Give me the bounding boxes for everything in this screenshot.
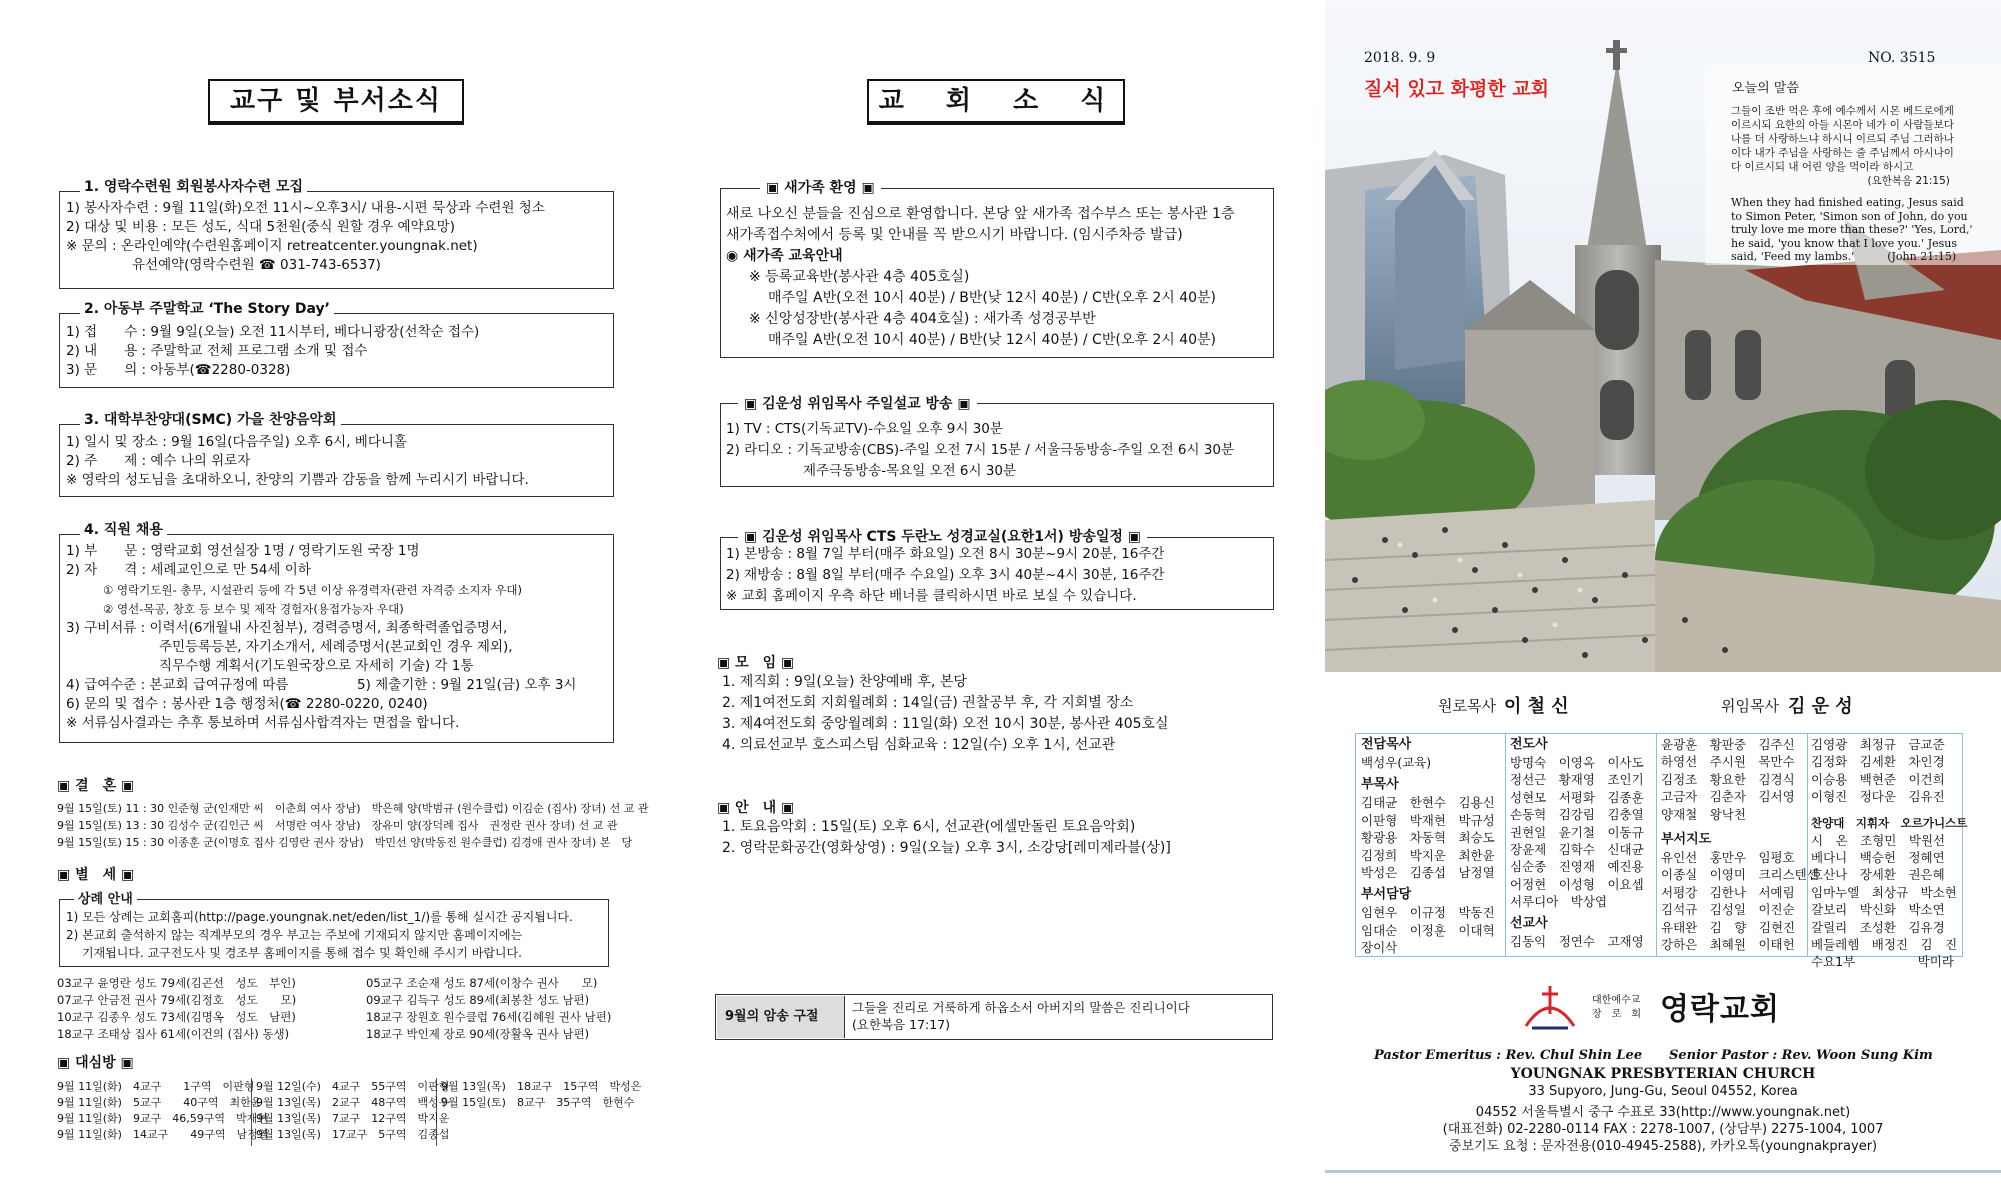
funeral-line: 1) 모든 상례는 교회홈피(http://page.youngnak.net/eden/list_1/)를 통해 실시간 공지됩니다.	[66, 910, 573, 924]
hiring-line: 4) 급여수준 : 본교회 급여규정에 따름	[66, 677, 289, 693]
staff-heading: 전도사	[1510, 737, 1548, 752]
staff-choir	[1811, 736, 1967, 971]
today-word-en-line: When they had finished eating, Jesus said	[1731, 196, 1964, 209]
today-word-en-line: said, 'Feed my lambs.' (John 21:15)	[1731, 250, 1957, 263]
staff-line: 윤광훈 황판중 김주신	[1661, 737, 1795, 752]
staff-line: 방명숙 이영옥 이사도	[1510, 755, 1644, 770]
sermon-broadcast-line: 제주극동방송-목요일 오전 6시 30분	[803, 463, 1017, 479]
visit-entry: 9월 11일(화) 9교구 46,59구역 박재현	[57, 1112, 268, 1125]
logo-denomination-2: 장 로 회	[1592, 1009, 1641, 1020]
today-word-line: 이르시되 요한의 아들 시몬아 네가 이 사람들보다	[1731, 119, 1954, 131]
visit-entry: 9월 13일(목) 7교구 12구역 박지운	[256, 1112, 450, 1125]
sermon-broadcast-heading: ▣ 김운성 위임목사 주일설교 방송 ▣	[738, 393, 977, 413]
funeral-line: 2) 본교회 출석하지 않는 직계부모의 경우 부고는 주보에 기재되지 않지만 홈페이지에는	[66, 928, 523, 942]
hiring-line: 2) 자 격 : 세례교인으로 만 54세 이하	[66, 562, 311, 578]
death-entry: 07교구 안금전 권사 79세(김정호 성도 모)	[57, 993, 297, 1007]
visit-entry: 9월 13일(목) 18교구 15구역 박성은	[441, 1080, 642, 1093]
hiring-line: ② 영선-목공, 창호 등 보수 및 제작 경험자(용접가능자 우대)	[103, 602, 404, 616]
eng-emeritus: Pastor Emeritus : Rev. Chul Shin Lee	[1374, 1048, 1643, 1063]
wedding-heading: ▣ 결 혼 ▣	[57, 778, 135, 794]
staff-heading: 선교사	[1510, 915, 1548, 931]
wedding-line: 9월 15일(토) 13 : 30 김성수 군(김인근 씨 서명란 여사 장남) 장유미 양(장덕례 집사 권정란 권사 장녀) 선 교 관	[57, 819, 618, 832]
eng-senior: Senior Pastor : Rev. Woon Sung Kim	[1669, 1048, 1933, 1063]
hiring-line: 직무수행 계획서(기도원국장으로 자세히 기술) 각 1통	[159, 658, 474, 674]
staff-line: 권현일 윤기철 이동규	[1510, 824, 1644, 840]
storyday-line: 1) 접 수 : 9월 9일(오늘) 오전 11시부터, 베다니광장(선착순 접수)	[66, 324, 480, 340]
newfamily-line: 매주일 A반(오전 10시 40분) / B반(낮 12시 40분) / C반(오후 2시 40분)	[768, 332, 1217, 348]
prayer-request: 중보기도 요청 : 문자전용(010-4945-2588), 카카오톡(youngnakprayer)	[1448, 1139, 1878, 1154]
wedding-line: 9월 15일(토) 15 : 30 이종훈 군(이명호 집사 김영란 권사 장남) 박민선 양(박동진 원수클럽) 김경애 권사 장녀) 본 당	[57, 836, 633, 849]
visit-entry: 9월 13일(목) 2교구 48구역 백성우	[256, 1096, 450, 1109]
staff-heading: 찬양대 지휘자 오르가니스트	[1811, 815, 1968, 830]
staff-line: 장이삭	[1361, 940, 1398, 956]
staff-line: 백성우(교육)	[1361, 755, 1432, 770]
staff-line: 이형진 정다운 김유진	[1811, 789, 1945, 805]
funeral-heading: 상례 안내	[74, 888, 137, 907]
today-word-en-line: to Simon Peter, 'Simon son of John, do you	[1731, 209, 1968, 223]
death-entry: 09교구 김득구 성도 89세(최봉찬 성도 남편)	[366, 993, 590, 1007]
staff-line: 베들레헴 배정진 김 진	[1811, 937, 1958, 953]
today-word-en-ref: (John 21:15)	[1887, 250, 1957, 263]
staff-line: 김정희 박지운 최한윤	[1361, 847, 1495, 863]
staff-heading: 전담목사	[1361, 737, 1412, 752]
hiring-line: 3) 구비서류 : 이력서(6개월내 사진첨부), 경력증명서, 최종학력졸업증명서,	[66, 620, 508, 636]
staff-line: 이종실 이영미 크리스텐센	[1661, 867, 1819, 883]
staff-line: 이판형 박재현 박규성	[1361, 812, 1495, 828]
meeting-line: 1. 제직회 : 9일(오늘) 찬양예배 후, 본당	[722, 674, 967, 690]
staff-line: 양재철 왕낙천	[1661, 806, 1746, 822]
staff-line: 성현모 서평화 김종훈	[1510, 789, 1644, 805]
newfamily-heading: ▣ 새가족 환영 ▣	[760, 177, 881, 197]
staff-line: 베다니 백승헌 정혜연	[1811, 850, 1945, 866]
visit-heading: ▣ 대심방 ▣	[57, 1055, 134, 1071]
recruit-line: ※ 문의 : 온라인예약(수련원홈페이지 retreatcenter.youngnak.net)	[66, 238, 478, 254]
address-english: 33 Supyoro, Jung-Gu, Seoul 04552, Korea	[1528, 1084, 1798, 1099]
notice-heading: ▣ 안 내 ▣	[717, 800, 795, 816]
memory-verse-reference: (요한복음 17:17)	[852, 1017, 951, 1032]
staff-line: 임대순 이정훈 이대혁	[1361, 922, 1495, 938]
recruit-line: 2) 대상 및 비용 : 모든 성도, 식대 5천원(중식 원할 경우 예약요망)	[66, 219, 455, 235]
staff-line: 김석규 김성일 이진순	[1661, 902, 1795, 918]
emeritus-label: 원로목사	[1438, 697, 1496, 715]
staff-line: 유태완 김 향 김현진	[1661, 919, 1796, 935]
newfamily-line: ※ 신앙성장반(봉사관 4층 404호실) : 새가족 성경공부반	[749, 311, 1096, 327]
staff-line: 심순종 진영재 예진용	[1510, 859, 1644, 875]
staff-line: 유인선 홍만우 임평호	[1661, 850, 1795, 866]
today-word-line: 이다 내가 주님을 사랑하는 줄 주님께서 아시나이	[1731, 147, 1954, 159]
middle-section-title: 교 회 소 식	[867, 79, 1125, 125]
newfamily-line: 새로 나오신 분들을 진심으로 환영합니다. 본당 앞 새가족 접수부스 또는 봉사관 1층	[726, 206, 1235, 222]
today-word-ref: (요한복음 21:15)	[1867, 175, 1950, 187]
notice-line: 2. 영락문화공간(영화상영) : 9일(오늘) 오후 3시, 소강당[레미제라블(상)]	[722, 840, 1171, 856]
hiring-line: 6) 문의 및 접수 : 봉사관 1층 행정처(☎ 2280-0220, 0240)	[66, 696, 428, 712]
today-word-line: 다 이르시되 내 어린 양을 먹이라 하시고	[1731, 161, 1914, 173]
cts-line: 1) 본방송 : 8월 7일 부터(매주 화요일) 오전 8시 30분~9시 20분, 16주간	[726, 546, 1165, 562]
staff-line: 손동혁 김강림 김충열	[1510, 807, 1644, 823]
staff-line: 호산나 장세환 권은혜	[1811, 867, 1945, 883]
visit-entry: 9월 15일(토) 8교구 35구역 한현수	[441, 1096, 635, 1109]
hiring-line: 5) 제출기한 : 9월 21일(금) 오후 3시	[357, 677, 577, 693]
storyday-heading: 2. 아동부 주말학교 ‘The Story Day’	[80, 298, 334, 318]
staff-line: 장윤제 김학수 신대균	[1510, 842, 1644, 858]
cts-line: 2) 재방송 : 8월 8일 부터(매주 수요일) 오후 3시 40분~4시 30분, 16주간	[726, 567, 1165, 583]
today-word-english	[1731, 196, 1973, 264]
church-slogan: 질서 있고 화평한 교회	[1364, 78, 1550, 100]
left-section-title: 교구 및 부서소식	[208, 79, 464, 125]
logo-church-name: 영락교회	[1660, 992, 1780, 1027]
meeting-line: 4. 의료선교부 호스피스팀 심화교육 : 12일(수) 오후 1시, 선교관	[722, 737, 1116, 753]
today-word-line: 그들이 조반 먹은 후에 예수께서 시몬 베드로에게	[1731, 105, 1954, 117]
staff-line: 김정조 황요한 김경식	[1661, 771, 1795, 787]
hiring-line: 1) 부 문 : 영락교회 영선실장 1명 / 영락기도원 국장 1명	[66, 543, 420, 559]
staff-line: 김동익 정연수 고재영	[1510, 933, 1644, 949]
church-logo-icon	[1522, 982, 1578, 1032]
staff-heading: 부서담당	[1361, 887, 1412, 903]
staff-line: 고금자 김춘자 김서영	[1661, 789, 1795, 805]
death-entry: 18교구 박인제 장로 90세(장활옥 권사 남편)	[366, 1027, 590, 1041]
newfamily-line: 매주일 A반(오전 10시 40분) / B반(낮 12시 40분) / C반(오후 2시 40분)	[768, 290, 1217, 306]
senior-pastor-name: 김 운 성	[1788, 696, 1853, 717]
emeritus-name: 이 철 신	[1504, 696, 1569, 717]
staff-line: 갈릴리 조성환 김유경	[1811, 919, 1945, 935]
staff-heading: 부서지도	[1661, 832, 1712, 848]
staff-line: 박성은 김종섭 남정열	[1361, 865, 1495, 881]
concert-heading: 3. 대학부찬양대(SMC) 가을 찬양음악회	[80, 409, 341, 429]
memory-verse-label: 9월의 암송 구절	[725, 1009, 819, 1024]
recruit-line: 유선예약(영락수련원 ☎ 031-743-6537)	[132, 257, 381, 273]
staff-line: 정선근 황재영 조인기	[1510, 772, 1644, 788]
hiring-line: ① 영락기도원- 총무, 시설관리 등에 각 5년 이상 유경력자(관련 자격증 소지자 우대)	[103, 583, 522, 597]
hiring-line: ※ 서류심사결과는 추후 통보하며 서류심사합격자는 면접을 합니다.	[66, 715, 460, 731]
bottom-rule	[1325, 1170, 2001, 1173]
visit-entry: 9월 11일(화) 4교구 1구역 이판형	[57, 1080, 255, 1093]
staff-line: 서루디아 박상엽	[1510, 894, 1608, 910]
staff-line: 김영광 최정규 금교준	[1811, 737, 1945, 752]
death-entry: 10교구 김종우 성도 73세(김명옥 성도 남편)	[57, 1010, 296, 1024]
address-korean: 04552 서울특별시 중구 수표로 33(http://www.youngnak.net)	[1475, 1105, 1851, 1120]
today-word-line: 나를 더 사랑하느냐 하시니 이르되 주님 그러하나	[1731, 133, 1954, 145]
recruit-line: 1) 봉사자수련 : 9월 11일(화)오전 11시~오후3시/ 내용-시편 묵상과 수련원 청소	[66, 200, 545, 216]
cts-heading: ▣ 김운성 위임목사 CTS 두란노 성경교실(요한1서) 방송일정 ▣	[738, 526, 1147, 546]
staff-line: 이승용 백현준 이건희	[1811, 771, 1945, 787]
cts-line: ※ 교회 홈페이지 우측 하단 배너를 클릭하시면 바로 보실 수 있습니다.	[726, 588, 1137, 604]
recruit-heading: 1. 영락수련원 회원봉사자수련 모집	[80, 176, 307, 196]
meeting-heading: ▣ 모 임 ▣	[717, 655, 795, 671]
staff-line: 황광용 차동혁 최승도	[1361, 830, 1495, 846]
staff-line: 서평강 김한나 서예림	[1661, 884, 1795, 900]
death-heading: ▣ 별 세 ▣	[57, 867, 135, 883]
senior-pastor-label: 위임목사	[1721, 697, 1779, 715]
issue-number: NO. 3515	[1868, 50, 1936, 66]
staff-pastors	[1361, 736, 1495, 957]
hiring-line: 주민등록등본, 자기소개서, 세례증명서(본교회인 경우 제외),	[159, 639, 513, 655]
storyday-line: 2) 내 용 : 주말학교 전체 프로그램 소개 및 접수	[66, 343, 368, 359]
staff-line: 시 온 조형민 박원선	[1811, 832, 1946, 848]
newfamily-line: ※ 등록교육반(봉사관 4층 405호실)	[749, 269, 970, 285]
hiring-heading: 4. 직원 채용	[80, 519, 167, 539]
today-word-title: 오늘의 말씀	[1732, 81, 1799, 96]
staff-heading: 부목사	[1361, 777, 1399, 793]
funeral-line: 기재됩니다. 교구전도사 및 경조부 홈페이지를 통해 접수 및 확인해 주시기 바랍니다.	[82, 946, 522, 960]
newfamily-line: ◉ 새가족 교육안내	[726, 248, 843, 264]
concert-line: ※ 영락의 성도님을 초대하오니, 찬양의 기쁨과 감동을 함께 누리시기 바랍니다.	[66, 472, 529, 488]
meeting-line: 3. 제4여전도회 중앙월례회 : 11일(화) 오전 10시 30분, 봉사관 405호실	[722, 716, 1169, 732]
meeting-line: 2. 제1여전도회 지회월례회 : 14일(금) 권찰공부 후, 각 지회별 장소	[722, 695, 1134, 711]
staff-line: 임마누엘 최상규 박소현	[1811, 884, 1957, 900]
staff-line: 수요1부 박미라	[1811, 954, 1954, 970]
visit-entry: 9월 11일(화) 5교구 40구역 최한윤	[57, 1096, 262, 1109]
concert-line: 2) 주 제 : 예수 나의 위로자	[66, 453, 251, 469]
notice-line: 1. 토요음악회 : 15일(토) 오후 6시, 선교관(에셀만돌린 토요음악회)	[722, 819, 1136, 835]
today-word-korean	[1731, 104, 1954, 188]
concert-line: 1) 일시 및 장소 : 9월 16일(다음주일) 오후 6시, 베다니홀	[66, 434, 407, 450]
death-entry: 03교구 윤영란 성도 79세(김곤선 성도 부인)	[57, 976, 296, 990]
today-word-en-line: he said, 'you know that I love you.' Jesus	[1731, 236, 1957, 250]
staff-others	[1661, 736, 1819, 953]
staff-line: 김태균 한현수 김용신	[1361, 795, 1495, 811]
issue-date: 2018. 9. 9	[1364, 50, 1436, 66]
staff-line: 김정화 김세환 차인경	[1811, 754, 1945, 770]
eng-church-name: YOUNGNAK PRESBYTERIAN CHURCH	[1510, 1066, 1816, 1082]
visit-entry: 9월 13일(목) 17교구 5구역 김종섭	[256, 1128, 450, 1141]
sermon-broadcast-line: 2) 라디오 : 기독교방송(CBS)-주일 오전 7시 15분 / 서울극동방송-주일 오전 6시 30분	[726, 442, 1235, 458]
wedding-line: 9월 15일(토) 11 : 30 인준형 군(인재만 씨 이춘희 여사 장남) 박은혜 양(박범규 (원수클럽) 이김순 (집사) 장녀) 선 교 관	[57, 802, 649, 815]
newfamily-line: 새가족접수처에서 등록 및 안내를 꼭 받으시기 바랍니다. (임시주차증 발급)	[726, 227, 1183, 243]
staff-line: 어정현 이성형 이요셉	[1510, 876, 1644, 892]
visit-entry: 9월 12일(수) 4교구 55구역 이판형	[256, 1080, 450, 1093]
death-entry: 18교구 조태상 집사 61세(이건의 (집사) 동생)	[57, 1027, 290, 1041]
visit-entry: 9월 11일(화) 14교구 49구역 남정열	[57, 1128, 269, 1141]
death-entry: 05교구 조순재 성도 87세(이창수 권사 모)	[366, 976, 598, 990]
sermon-broadcast-line: 1) TV : CTS(기독교TV)-수요일 오후 9시 30분	[726, 421, 1003, 437]
memory-verse-text: 그들을 진리로 거룩하게 하옵소서 아버지의 말씀은 진리니이다	[852, 1000, 1190, 1015]
storyday-line: 3) 문 의 : 아동부(☎2280-0328)	[66, 362, 291, 378]
staff-line: 하영선 주시원 목만수	[1661, 754, 1795, 770]
staff-line: 강하은 최혜원 이태헌	[1661, 937, 1795, 953]
staff-line: 갈보리 박신화 박소연	[1811, 902, 1945, 918]
death-entry: 18교구 장원호 원수클럽 76세(김혜원 권사 남편)	[366, 1010, 612, 1024]
today-word-en-line: truly love me more than these?' 'Yes, Lord,'	[1731, 223, 1973, 236]
staff-line: 임현우 이규정 박동진	[1361, 905, 1495, 921]
phone-info: (대표전화) 02-2280-0114 FAX : 2278-1007, (상담부) 2275-1004, 1007	[1442, 1122, 1884, 1137]
staff-evangelists	[1510, 736, 1644, 950]
logo-denomination-1: 대한예수교	[1592, 995, 1641, 1006]
